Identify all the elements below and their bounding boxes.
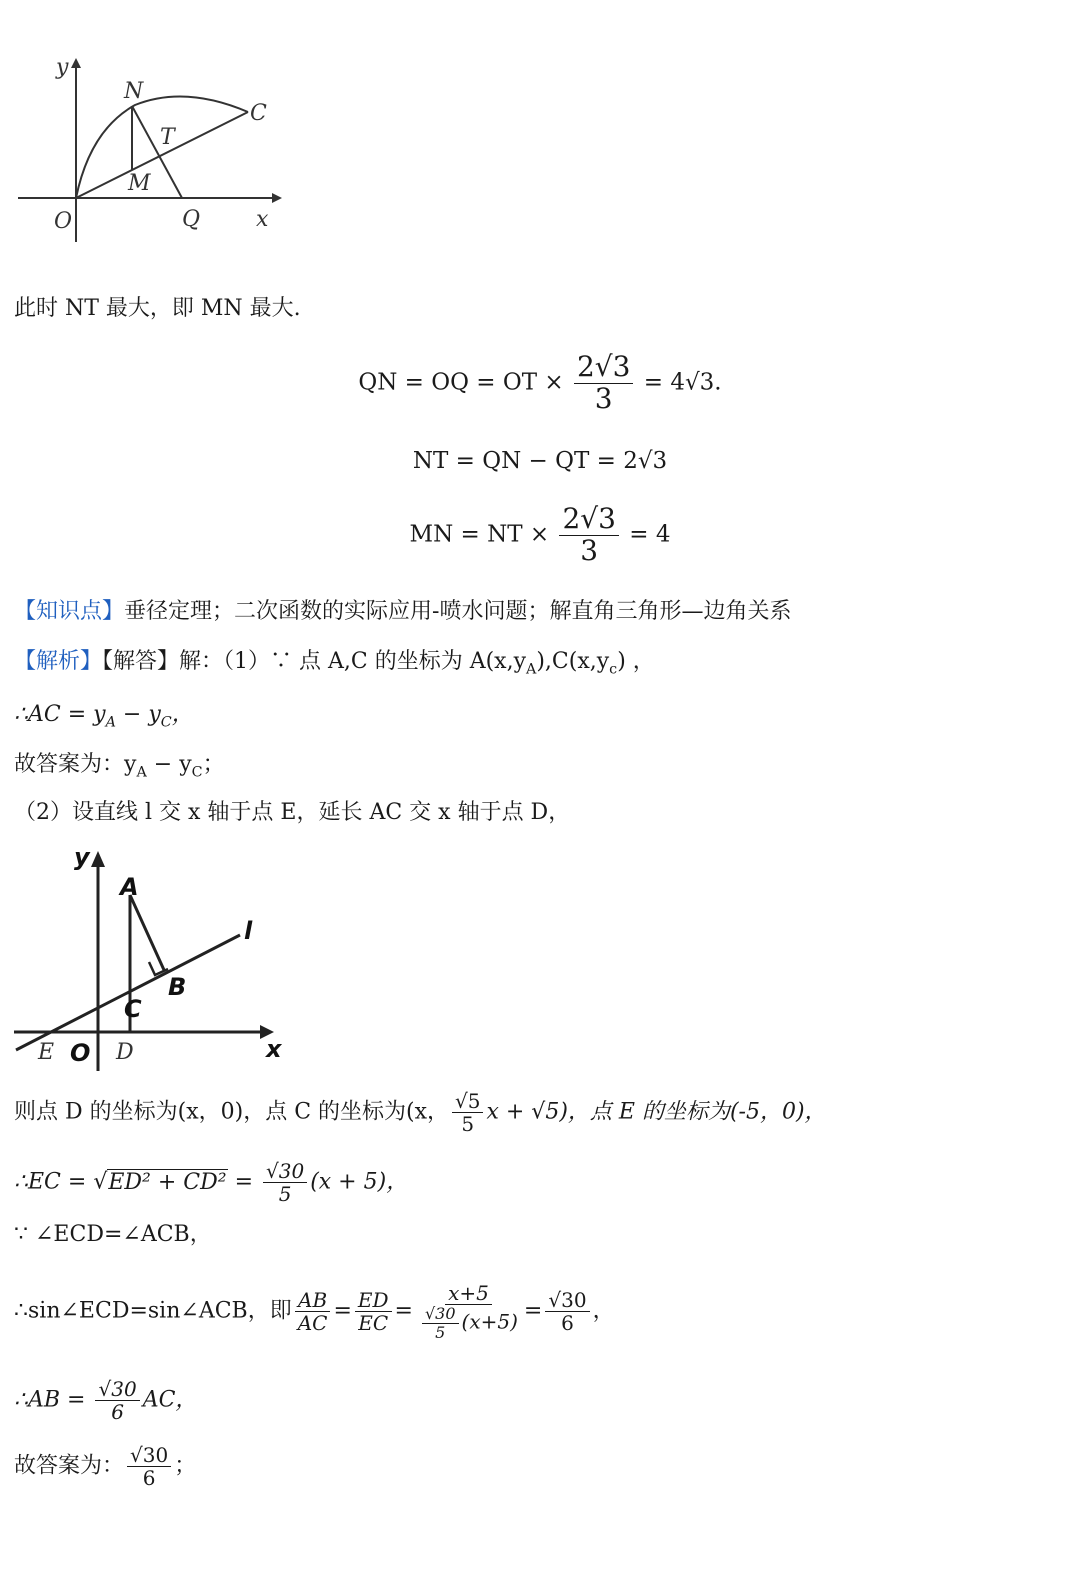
figure-2-diagram xyxy=(10,845,295,1075)
answer-tag: 【解答】 xyxy=(102,649,180,674)
ec-end: (x + 5)， xyxy=(310,1169,409,1195)
sin-f1-num: AB xyxy=(295,1289,330,1312)
ans1-mid: − y xyxy=(146,752,192,777)
label-y: y xyxy=(56,55,69,80)
x-axis-arrow xyxy=(272,193,282,203)
sin-f1-den: AC xyxy=(297,1311,328,1336)
ans2-end: ； xyxy=(174,1453,197,1479)
analysis-tag: 【解析】 xyxy=(14,649,103,674)
sin-line xyxy=(14,1282,615,1341)
label-c: C xyxy=(250,101,267,126)
sin-frac-ed-ec xyxy=(355,1289,392,1334)
coords-pre: 则点 D 的坐标为(x，0)，点 C 的坐标为(x， xyxy=(14,1099,450,1125)
label-b: B xyxy=(168,973,187,1001)
label-d: D xyxy=(116,1040,134,1065)
ab-line xyxy=(14,1378,197,1423)
ac-line xyxy=(14,700,194,737)
answer2-line xyxy=(14,1444,196,1489)
ec-sqrt: ED² + CD² xyxy=(108,1169,227,1195)
sin-f3-den-b: 5 xyxy=(435,1322,446,1342)
sin-f3-inner-fraction xyxy=(422,1305,459,1341)
label-c: C xyxy=(124,995,142,1023)
ab-pre: ∴AB = xyxy=(14,1387,93,1413)
label-q: Q xyxy=(182,207,201,232)
ec-eq: = xyxy=(227,1169,260,1195)
part1-end: ) ， xyxy=(617,649,655,674)
part2-text: （2）设直线 l 交 x 轴于点 E，延长 AC 交 x 轴于点 D， xyxy=(14,800,571,825)
ab-end: AC， xyxy=(142,1387,198,1413)
ans2-label: 故答案为： xyxy=(14,1453,125,1479)
equation-qn xyxy=(0,352,1080,415)
label-l: l xyxy=(244,917,253,945)
sin-frac-compound xyxy=(416,1282,521,1341)
ac-sub-c: C xyxy=(160,714,172,731)
label-e: E xyxy=(38,1040,55,1065)
label-x: x xyxy=(256,207,269,232)
label-o: O xyxy=(54,209,73,234)
equation-nt xyxy=(0,448,1080,474)
ec-line xyxy=(14,1160,408,1205)
eq1-numerator: 2√3 xyxy=(574,352,633,384)
knowledge-text: 垂径定理；二次函数的实际应用-喷水问题；解直角三角形—边角关系 xyxy=(124,599,792,624)
ec-fraction xyxy=(263,1160,307,1205)
sin-f3-den xyxy=(416,1305,521,1341)
segment-ab xyxy=(130,895,164,970)
eq1-right: = 4√3. xyxy=(643,369,722,396)
eq3-denominator: 3 xyxy=(580,533,599,567)
angle-text: ∵ ∠ECD=∠ACB， xyxy=(14,1222,212,1247)
eq3-fraction xyxy=(559,504,618,567)
eq2-text: NT = QN − QT = 2√3 xyxy=(412,448,668,474)
part1-mid: ),C(x,y xyxy=(536,649,610,674)
eq1-denominator: 3 xyxy=(594,381,613,415)
part1-sub-a: A xyxy=(526,661,537,678)
nt-max-text: 此时 NT 最大，即 MN 最大. xyxy=(14,296,301,321)
sin-end: ， xyxy=(592,1298,615,1324)
sin-f2-den: EC xyxy=(358,1311,389,1336)
sin-eq-3: = xyxy=(523,1298,543,1324)
eq1-left: QN = OQ = OT × xyxy=(358,369,564,396)
ac-a: ∴AC = y xyxy=(14,702,106,727)
sin-f3-den-a: √30 xyxy=(422,1305,459,1324)
knowledge-tag: 【知识点】 xyxy=(14,599,125,624)
label-a: A xyxy=(120,873,139,901)
ans1-sub-c: C xyxy=(191,764,203,781)
label-x: x xyxy=(266,1035,282,1063)
coords-line xyxy=(14,1090,827,1135)
ec-num: √30 xyxy=(263,1160,307,1183)
y-axis-arrow xyxy=(71,58,81,68)
y-axis-arrow xyxy=(91,851,105,867)
ans1-a: y xyxy=(124,752,137,777)
ans2-num: √30 xyxy=(127,1444,171,1467)
ec-den: 5 xyxy=(278,1182,292,1206)
equation-mn xyxy=(0,504,1080,567)
sin-f4-den: 6 xyxy=(561,1311,574,1336)
eq1-fraction xyxy=(574,352,633,415)
ans1-label: 故答案为： xyxy=(14,752,125,777)
ac-end: ， xyxy=(171,702,194,727)
sin-f4-num: √30 xyxy=(545,1289,589,1312)
knowledge-line xyxy=(14,597,791,627)
ab-num: √30 xyxy=(95,1378,139,1401)
sin-f2-num: ED xyxy=(355,1289,392,1312)
sin-f3-num: x+5 xyxy=(445,1282,492,1305)
coords-mid: x + √5)，点 E 的坐标为(-5，0)， xyxy=(486,1099,827,1125)
ab-den: 6 xyxy=(111,1400,124,1424)
part1-intro: 解：（1）∵ 点 A,C 的坐标为 A(x,y xyxy=(179,649,527,674)
sqrt-icon: √ xyxy=(93,1169,108,1195)
answer1-line xyxy=(14,750,225,787)
ans1-sub-a: A xyxy=(136,764,147,781)
sin-frac-result xyxy=(545,1289,589,1334)
part2-line xyxy=(14,798,570,828)
angle-line xyxy=(14,1220,212,1250)
label-m: M xyxy=(128,171,151,196)
ac-sub-a: A xyxy=(105,714,116,731)
label-y: y xyxy=(74,845,90,871)
coords-fraction xyxy=(452,1090,483,1135)
sin-frac-ab-ac xyxy=(295,1289,331,1334)
ans2-den: 6 xyxy=(142,1466,156,1490)
eq3-right: = 4 xyxy=(629,521,671,548)
coords-frac-den: 5 xyxy=(461,1112,475,1136)
coords-frac-num: √5 xyxy=(452,1090,483,1113)
label-n: N xyxy=(124,79,144,104)
ans1-end: ； xyxy=(202,752,225,777)
sin-f3-den-c: (x+5) xyxy=(461,1309,518,1334)
sin-eq-2: = xyxy=(394,1298,413,1324)
nt-max-line xyxy=(14,294,301,324)
eq3-numerator: 2√3 xyxy=(559,504,618,536)
label-t: T xyxy=(160,125,175,150)
eq3-left: MN = NT × xyxy=(409,521,550,548)
ac-mid: − y xyxy=(115,702,161,727)
sin-pre: ∴sin∠ECD=sin∠ACB，即 xyxy=(14,1298,292,1324)
label-o: O xyxy=(70,1039,91,1067)
ans2-fraction xyxy=(127,1444,171,1489)
sin-eq-1: = xyxy=(333,1298,352,1324)
figure-1-diagram xyxy=(10,50,290,250)
ec-pre: ∴EC = xyxy=(14,1169,94,1195)
ab-fraction xyxy=(95,1378,139,1423)
part1-sub-c: c xyxy=(609,661,618,678)
analysis-line xyxy=(14,647,655,684)
